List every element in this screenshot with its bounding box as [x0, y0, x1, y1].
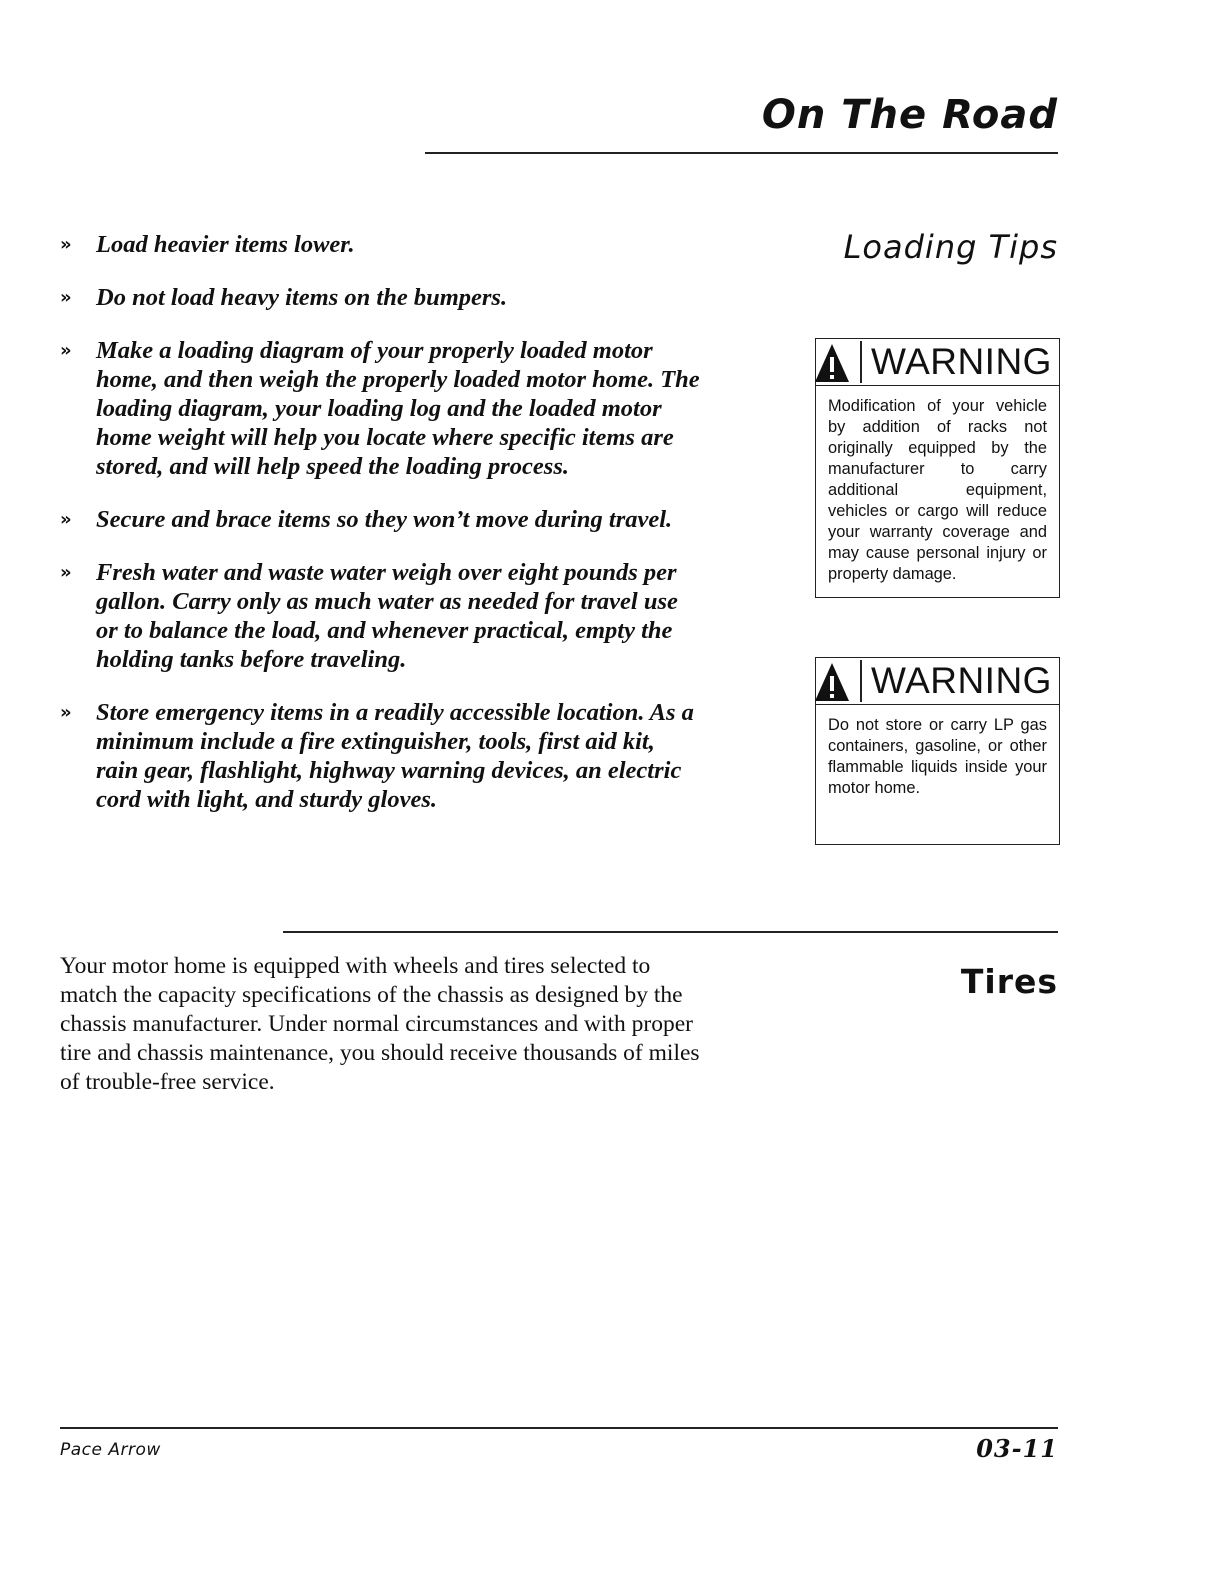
bullet-mark: »: [60, 509, 72, 530]
page-header-title: On The Road: [761, 92, 1058, 138]
header-rule: [425, 152, 1058, 154]
warning-text: Do not store or carry LP gas containers, gasoline, or other flammable liquids inside your motor home.: [828, 716, 1047, 797]
list-item: [60, 283, 700, 312]
warning-box-modification: [815, 338, 1060, 598]
list-item: [60, 230, 700, 259]
bullet-mark: »: [60, 340, 72, 361]
loading-tips-list: [60, 230, 700, 838]
list-item-text: Load heavier items lower.: [96, 231, 355, 258]
tires-rule: [283, 931, 1058, 933]
loading-tips-heading: Loading Tips: [843, 228, 1058, 266]
warning-text: Modification of your vehicle by addition of racks not originally equipped by the manufacturer to carry additional equipment, vehicles or cargo will reduce your warranty coverage and may cause personal injury or property damage.: [828, 397, 1047, 583]
bullet-mark: »: [60, 234, 72, 255]
list-item: [60, 505, 700, 534]
list-item: [60, 698, 700, 814]
warning-title: WARNING: [871, 341, 1052, 382]
list-item-text: Do not load heavy items on the bumpers.: [96, 284, 508, 311]
tires-heading: Tires: [960, 962, 1058, 1001]
warning-header: [816, 339, 1059, 386]
list-item-text: Fresh water and waste water weigh over eight pounds per gallon. Carry only as much water as needed for travel use or to balance the load, and whenever practical, empty the holding tanks before traveling.: [96, 559, 678, 673]
list-item-text: Secure and brace items so they won’t move during travel.: [96, 506, 673, 533]
footer-product-name: Pace Arrow: [60, 1440, 161, 1460]
warning-triangle-icon: [813, 659, 851, 703]
list-item-text: Make a loading diagram of your properly loaded motor home, and then weigh the properly loaded motor home. The loading diagram, your loading log and the loaded motor home weight will help you locate where specific items are stored, and will help speed the loading process.: [96, 337, 700, 480]
warning-box-flammables: [815, 657, 1060, 845]
footer-rule: [60, 1427, 1058, 1429]
tires-paragraph: Your motor home is equipped with wheels and tires selected to match the capacity specifications of the chassis as designed by the chassis manufacturer. Under normal circumstances and with proper tire and chassis maintenance, you should receive thousands of miles of trouble-free service.: [60, 953, 700, 1095]
list-item-text: Store emergency items in a readily accessible location. As a minimum include a fire extinguisher, tools, first aid kit, rain gear, flashlight, highway warning devices, an electric cord with light, and sturdy gloves.: [96, 699, 694, 813]
bullet-mark: »: [60, 562, 72, 583]
warning-title: WARNING: [871, 660, 1052, 701]
warning-header: [816, 658, 1059, 705]
page-number: 03-11: [976, 1434, 1058, 1463]
warning-divider: [860, 660, 862, 702]
bullet-mark: »: [60, 702, 72, 723]
bullet-mark: »: [60, 287, 72, 308]
warning-triangle-icon: [813, 340, 851, 384]
warning-divider: [860, 341, 862, 383]
list-item: [60, 336, 700, 481]
list-item: [60, 558, 700, 674]
